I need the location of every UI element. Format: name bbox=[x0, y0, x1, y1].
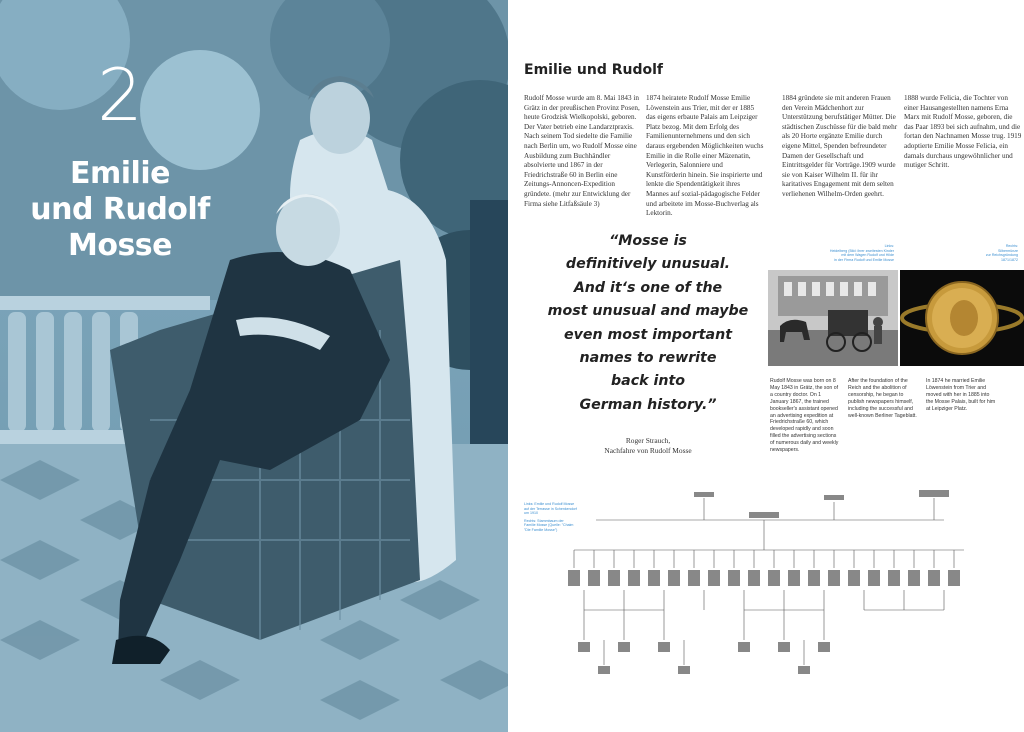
quote-line: back into bbox=[610, 373, 685, 390]
article-column: 1884 gründete sie mit anderen Frauen den Verein Mädchenhort zur Unterstützung berufstätiger Mütter. Die städtischen Zuschüsse für die bald mehr als 20 Horte ergänzte Emilie durch eigene Mittel, Spenden befreundeter Damen der Gesellschaft und Eintrittsgelder für Vorträge.1909 wurde sie von Kaiser Wilhelm II. für ihr karitatives Engagement mit dem selten verliehenen Wilhelm-Orden geehrt. bbox=[782, 94, 898, 198]
caption-line: Rechts: Stammbaum der bbox=[524, 518, 564, 523]
chapter-title-line: Mosse bbox=[67, 228, 173, 263]
quote-attribution bbox=[568, 436, 728, 456]
article-heading: Emilie und Rudolf bbox=[524, 62, 664, 78]
english-column: In 1874 he married Emilie Löwenstein from Trier and moved with her in 1885 into the Mosse Palais, built for him at Leipziger Platz. bbox=[926, 378, 996, 412]
article-column: 1874 heiratete Rudolf Mosse Emilie Löwenstein aus Trier, mit der er 1885 das eigens erbaute Palais am Leipziger Platz bezog. Mit dem Erfolg des Familienunternehmens und den sich daraus ergebenden Möglichkeiten wuchs Emilie in die Rolle einer Mäzenatin, Verlegerin, Salonniere und Kunstförderin hinein. Sie inspirierte und lenkte die Spendentätigkeit ihres Mannes auf sozial-pädagogische Felder und arbeitete im Mosse-Buchverlag als Lektorin. bbox=[646, 94, 764, 218]
caption-line: Heidelberg (Bild: ihrer zweitesten Kinder bbox=[829, 248, 894, 253]
quote-line: And it‘s one of the bbox=[573, 279, 723, 296]
quote-line: names to rewrite bbox=[579, 350, 717, 367]
quote-line: definitively unusual. bbox=[565, 256, 731, 273]
attribution-name: Roger Strauch, bbox=[625, 436, 671, 445]
quote-line: “Mosse is bbox=[609, 233, 687, 249]
chapter-number: 2 bbox=[97, 53, 143, 137]
quote-line: German history.” bbox=[579, 396, 717, 413]
attribution-role: Nachfahre von Rudolf Mosse bbox=[604, 446, 692, 455]
caption-line: "Die Familie Mosse") bbox=[524, 527, 558, 532]
caption-line: mit dem Wagen Rudolf und Hilde bbox=[841, 253, 894, 258]
chapter-title-line: Emilie bbox=[70, 156, 170, 191]
carriage-photo bbox=[768, 270, 898, 366]
caption-line: Familie Mosse (Quelle: "Chaim bbox=[524, 523, 574, 528]
chapter-title bbox=[0, 156, 240, 264]
coin-photo bbox=[900, 270, 1024, 366]
photo-caption-left bbox=[808, 244, 894, 262]
photo-caption-right bbox=[958, 244, 1018, 262]
article-column: 1888 wurde Felicia, die Tochter von einer Hausangestellten namens Erna Marx mit Rudolf Mosse, geboren, die das Paar 1893 bei sich aufnahm, und die fortan den Nachnamen Mosse trug. 1919 adoptierte Emilie Mosse Felicia, ein damals durchaus ungewöhnlicher und mutiger Schritt. bbox=[904, 94, 1022, 170]
caption-line: um 1910 bbox=[524, 511, 538, 516]
text-page bbox=[508, 0, 1024, 732]
english-column: Rudolf Mosse was born on 8 May 1843 in Grätz, the son of a country doctor. On 1 January 1867, the trained bookseller's assistant opened an advertising expedition at Friedrichstraße 60, which developed rapidly and soon filled the advertising sections of numerous daily and weekly newspapers. bbox=[770, 378, 839, 454]
quote-line: most unusual and maybe bbox=[547, 303, 749, 320]
english-column: After the foundation of the Reich and the abolition of censorship, he began to publish newspapers himself, including the successful and well-known Berliner Tageblatt. bbox=[848, 378, 917, 419]
caption-line: auf der Terrasse in Schenkendorf bbox=[524, 506, 577, 511]
caption-line: in der Firma Rudolf und Emilie Mosse bbox=[834, 257, 894, 262]
caption-line: zur Reichsgründung bbox=[985, 253, 1018, 258]
pull-quote bbox=[528, 230, 768, 417]
quote-line: even most important bbox=[563, 326, 732, 343]
caption-line: Links: bbox=[884, 244, 894, 248]
chapter-title-line: und Rudolf bbox=[30, 192, 210, 227]
caption-line: Silbermünze bbox=[998, 248, 1018, 253]
caption-line: Rechts: bbox=[1005, 244, 1018, 248]
caption-line: Links: Emilie und Rudolf Mosse bbox=[524, 502, 575, 506]
photo-page bbox=[0, 0, 508, 732]
family-tree bbox=[564, 490, 974, 680]
article-column: Rudolf Mosse wurde am 8. Mai 1843 in Grätz in der preußischen Provinz Posen, heute Grodzisk Wielkopolski, geboren. Der Vater betrieb eine Landarztpraxis. Nach seinem Tod siedelte die Familie nach Berlin um, wo Rudolf Mosse eine Ausbildung zum Buchhändler absolvierte und 1867 in der Friedrichstraße 60 in Berlin eine Zeitungs-Annoncen-Expedition gründete. (mehr zur Entwicklung der Firma siehe Litfaßsäule 3) bbox=[524, 94, 640, 208]
caption-line: 1871/1872 bbox=[1001, 257, 1018, 262]
